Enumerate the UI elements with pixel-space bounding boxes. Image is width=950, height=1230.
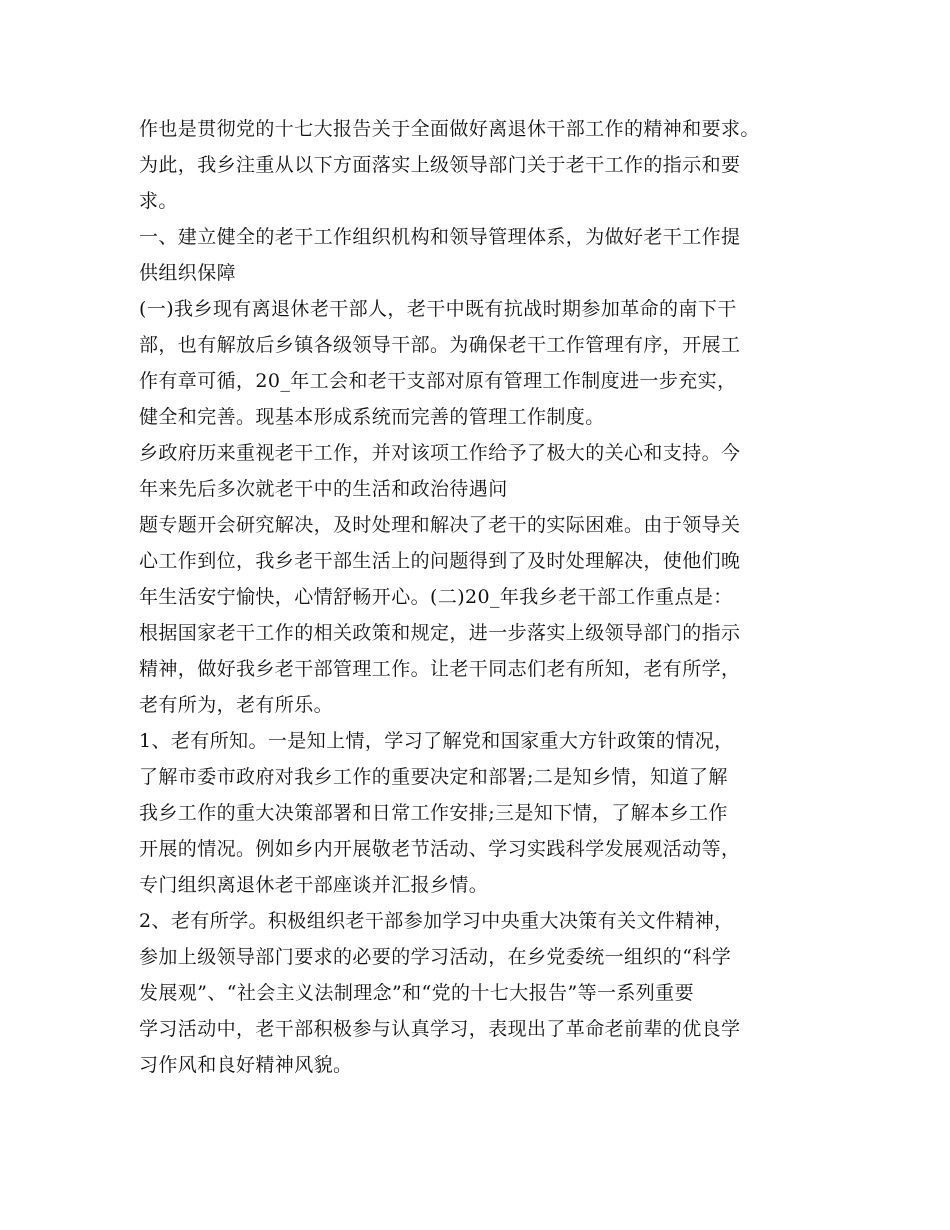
text-line: 健全和完善。现基本形成系统而完善的管理工作制度。 [139,406,605,428]
text-line: 年来先后多次就老干中的生活和政治待遇问 [139,478,508,500]
text-line: 心工作到位，我乡老干部生活上的问题得到了及时处理解决，使他们晚 [139,550,741,572]
text-line: 作有章可循，20_年工会和老干支部对原有管理工作制度进一步充实， [139,370,737,392]
text-line: 年生活安宁愉快，心情舒畅开心。(二)20_年我乡老干部工作重点是： [139,586,733,608]
text-line: 2、老有所学。积极组织老干部参加学习中央重大决策有关文件精神， [139,910,734,932]
text-line: 根据国家老干工作的相关政策和规定，进一步落实上级领导部门的指示 [139,622,741,644]
text-line: 参加上级领导部门要求的必要的学习活动，在乡党委统一组织的“科学 [139,946,732,968]
text-line: 求。 [139,190,178,212]
text-line: 了解市委市政府对我乡工作的重要决定和部署;二是知乡情，知道了解 [139,766,728,788]
text-line: 学习活动中，老干部积极参与认真学习，表现出了革命老前辈的优良学 [139,1018,741,1040]
section-heading-line: 一、建立健全的老干工作组织机构和领导管理体系，为做好老干工作提 [139,226,741,248]
text-line: 开展的情况。例如乡内开展敬老节活动、学习实践科学发展观活动等， [139,838,741,860]
document-body [139,111,839,1083]
text-line: 精神，做好我乡老干部管理工作。让老干同志们老有所知，老有所学， [139,658,741,680]
text-line: 题专题开会研究解决，及时处理和解决了老干的实际困难。由于领导关 [139,514,741,536]
text-line: 我乡工作的重大决策部署和日常工作安排;三是知下情，了解本乡工作 [139,802,728,824]
text-line: 1、老有所知。一是知上情，学习了解党和国家重大方针政策的情况， [139,730,734,752]
text-line: 老有所为，老有所乐。 [139,694,334,716]
text-line: 乡政府历来重视老干工作，并对该项工作给予了极大的关心和支持。今 [139,442,741,464]
text-line: 作也是贯彻党的十七大报告关于全面做好离退休干部工作的精神和要求。 [139,118,760,140]
section-heading-line: 供组织保障 [139,262,237,284]
text-line: 为此，我乡注重从以下方面落实上级领导部门关于老干工作的指示和要 [139,154,741,176]
text-line: (一)我乡现有离退休老干部人，老干中既有抗战时期参加革命的南下干 [139,298,737,320]
text-line: 专门组织离退休老干部座谈并汇报乡情。 [139,874,489,896]
text-line: 部，也有解放后乡镇各级领导干部。为确保老干工作管理有序，开展工 [139,334,741,356]
text-line: 发展观”、“社会主义法制理念”和“党的十七大报告”等一系列重要 [139,982,694,1004]
text-line: 习作风和良好精神风貌。 [139,1054,353,1076]
